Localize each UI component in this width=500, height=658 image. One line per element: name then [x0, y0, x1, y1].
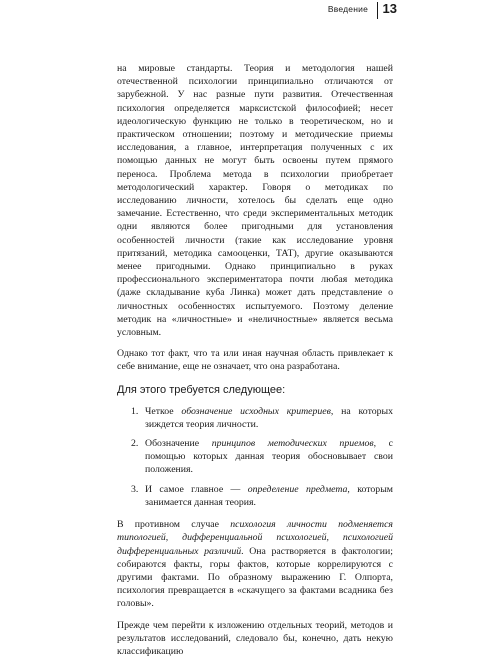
paragraph-3-italic: психология личности подменяется типологией, дифференциальной психологией, психологией дифференциальных различий — [117, 519, 393, 557]
list-item — [131, 483, 393, 509]
paragraph-3-plain: В противном случае — [117, 519, 231, 531]
page-number: 13 — [382, 1, 397, 16]
list-item-text — [145, 483, 393, 509]
list-item-text-plain: Четкое — [145, 405, 182, 417]
list-item-text — [145, 405, 393, 431]
requirements-heading: Для этого требуется следующее: — [117, 383, 286, 396]
list-item — [131, 437, 393, 477]
list-item-text-italic: определение предмета — [247, 483, 348, 495]
list-item — [131, 405, 393, 431]
list-item-text-plain: Обозначение — [145, 438, 212, 450]
list-item-number: 3. — [131, 483, 139, 495]
paragraph-2: Однако тот факт, что та или иная научная область привлекает к себе внимание, еще не означает, что она разработана. — [117, 348, 393, 373]
paragraph-3 — [117, 518, 393, 610]
running-header — [327, 0, 500, 22]
list-item-text-plain: И самое главное — — [145, 483, 248, 495]
requirements-list — [117, 405, 393, 509]
paragraph-1: на мировые стандарты. Теория и методология нашей отечественной психологии принципиально отличаются от зарубежной. У нас разные пути развития. Отечественная психология определяется марксистской философией; несет идеологическую функцию не только в теоретическом, но и практическом отношении; поэтому и методические приемы исследования, а главное, интерпретация полученных с их помощью данных не могут быть освоены путем прямого переноса. Проблема метода в психологии приобретает методологический характер. Говоря о методиках по исследованию личности, хотелось бы сделать еще одно замечание. Естественно, что среди экспериментальных методик одни являются более пригодными для установления особенностей личности (такие как исследование уровня притязаний, методика самооценки, ТАТ), другие оказываются менее пригодными. Однако принципиально в руках профессионального экспериментатора почти любая методика (даже складывание куба Линка) может дать представление о личностных особенностях испытуемого. Поэтому деление методик на «личностные» и «неличностные» является весьма условным. — [117, 63, 393, 339]
list-item-number: 2. — [131, 438, 139, 450]
list-item-text-italic: обозначение исходных критериев — [181, 405, 331, 417]
list-item-text-plain: , на которых зиждется теория личности. — [145, 405, 394, 430]
list-item-text-plain: , которым занимается данная теория. — [145, 483, 393, 508]
list-item-text — [145, 437, 393, 477]
header-divider — [377, 2, 378, 19]
paragraph-3-plain: . Она растворяется в фактологии; собираются факты, горы фактов, которые коррелируются с другими фактами. По образному выражению Г. Олпорта, психология превращается в «скачущего за фактами всадника без головы». — [117, 545, 393, 610]
page-body — [117, 62, 393, 658]
paragraph-4: Прежде чем перейти к изложению отдельных теорий, методов и результатов исследований, следовало бы, конечно, дать некую классификацию — [117, 619, 393, 657]
list-item-text-italic: принципов методических приемов — [211, 438, 374, 450]
section-title: Введение — [327, 4, 368, 14]
list-item-text-plain: , с помощью которых данная теория обосновывает свои положения. — [145, 438, 393, 476]
list-item-number: 1. — [131, 405, 139, 417]
